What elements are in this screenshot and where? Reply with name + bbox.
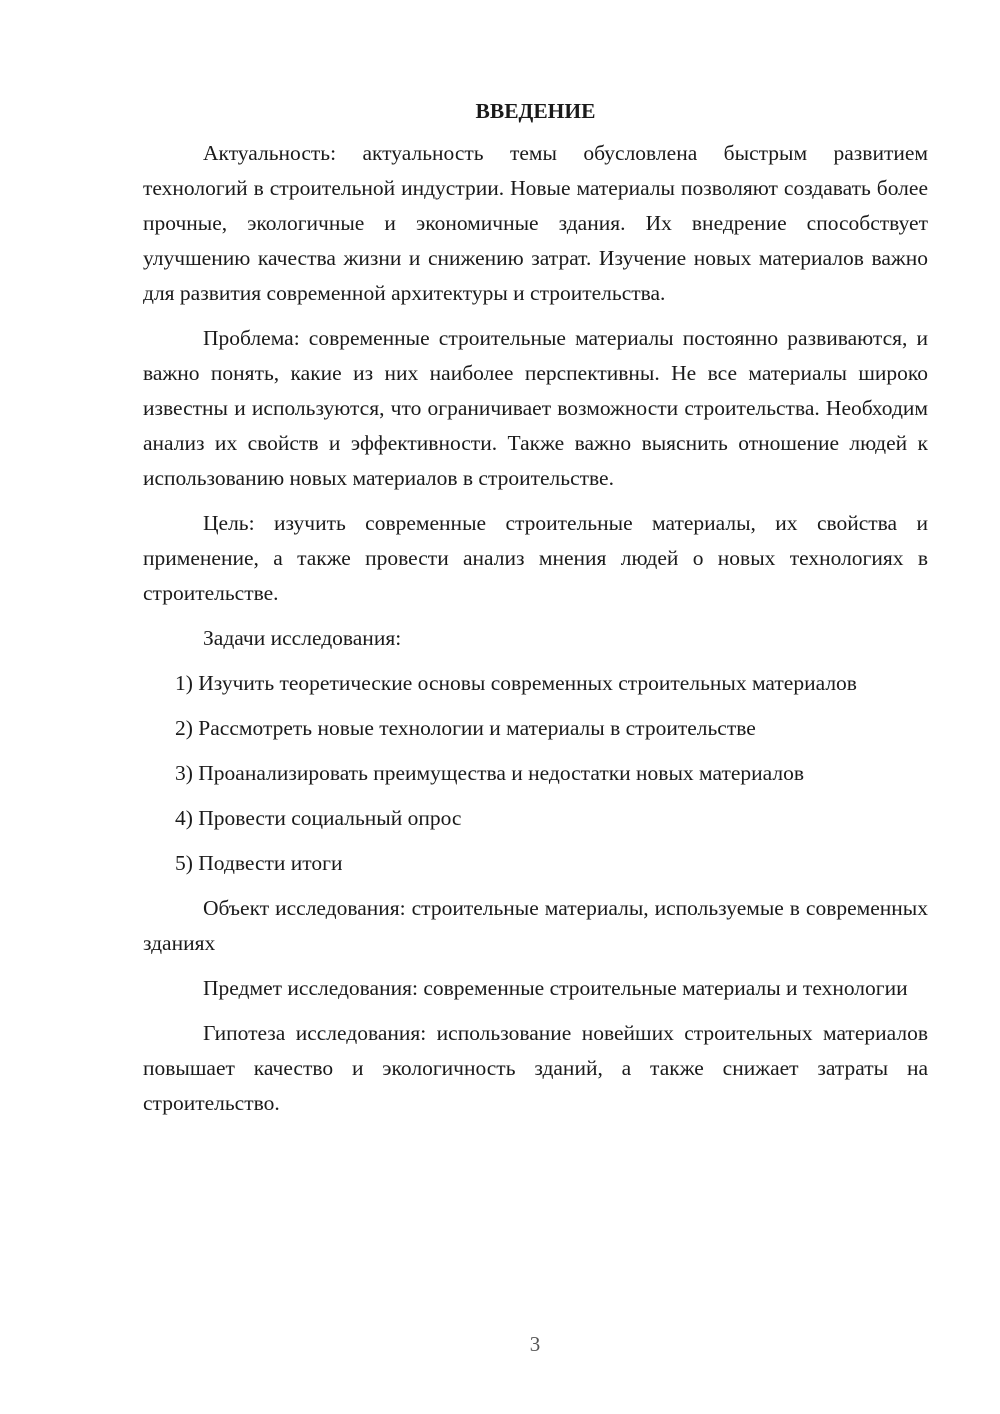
goal-paragraph: Цель: изучить современные строительные материалы, их свойства и применение, а также провести анализ мнения людей о новых технологиях в строительстве. [143, 511, 928, 605]
hypothesis-paragraph: Гипотеза исследования: использование новейших строительных материалов повышает качество и экологичность зданий, а также снижает затраты на строительство. [143, 1021, 928, 1115]
list-item: 1) Изучить теоретические основы современных строительных материалов [175, 671, 857, 695]
tasks-list [143, 666, 928, 881]
relevance-paragraph: Актуальность: актуальность темы обусловлена быстрым развитием технологий в строительной индустрии. Новые материалы позволяют создавать более прочные, экологичные и экономичные здания. Их внедрение способствует улучшению качества жизни и снижению затрат. Изучение новых материалов важно для развития современной архитектуры и строительства. [143, 141, 928, 305]
page-number: 3 [529, 1332, 541, 1356]
list-item: 5) Подвести итоги [175, 851, 343, 875]
tasks-heading: Задачи исследования: [203, 626, 402, 650]
subject-paragraph: Предмет исследования: современные строительные материалы и технологии [203, 976, 908, 1000]
list-item: 3) Проанализировать преимущества и недостатки новых материалов [175, 761, 805, 785]
list-item: 4) Провести социальный опрос [175, 806, 462, 830]
document-page [143, 96, 928, 1131]
list-item: 2) Рассмотреть новые технологии и материалы в строительстве [175, 716, 756, 740]
section-title: ВВЕДЕНИЕ [475, 99, 596, 123]
problem-paragraph: Проблема: современные строительные материалы постоянно развиваются, и важно понять, какие из них наиболее перспективны. Не все материалы широко известны и используются, что ограничивает возможности строительства. Необходим анализ их свойств и эффективности. Также важно выяснить отношение людей к использованию новых материалов в строительстве. [143, 326, 928, 490]
object-paragraph: Объект исследования: строительные материалы, используемые в современных зданиях [143, 896, 928, 955]
